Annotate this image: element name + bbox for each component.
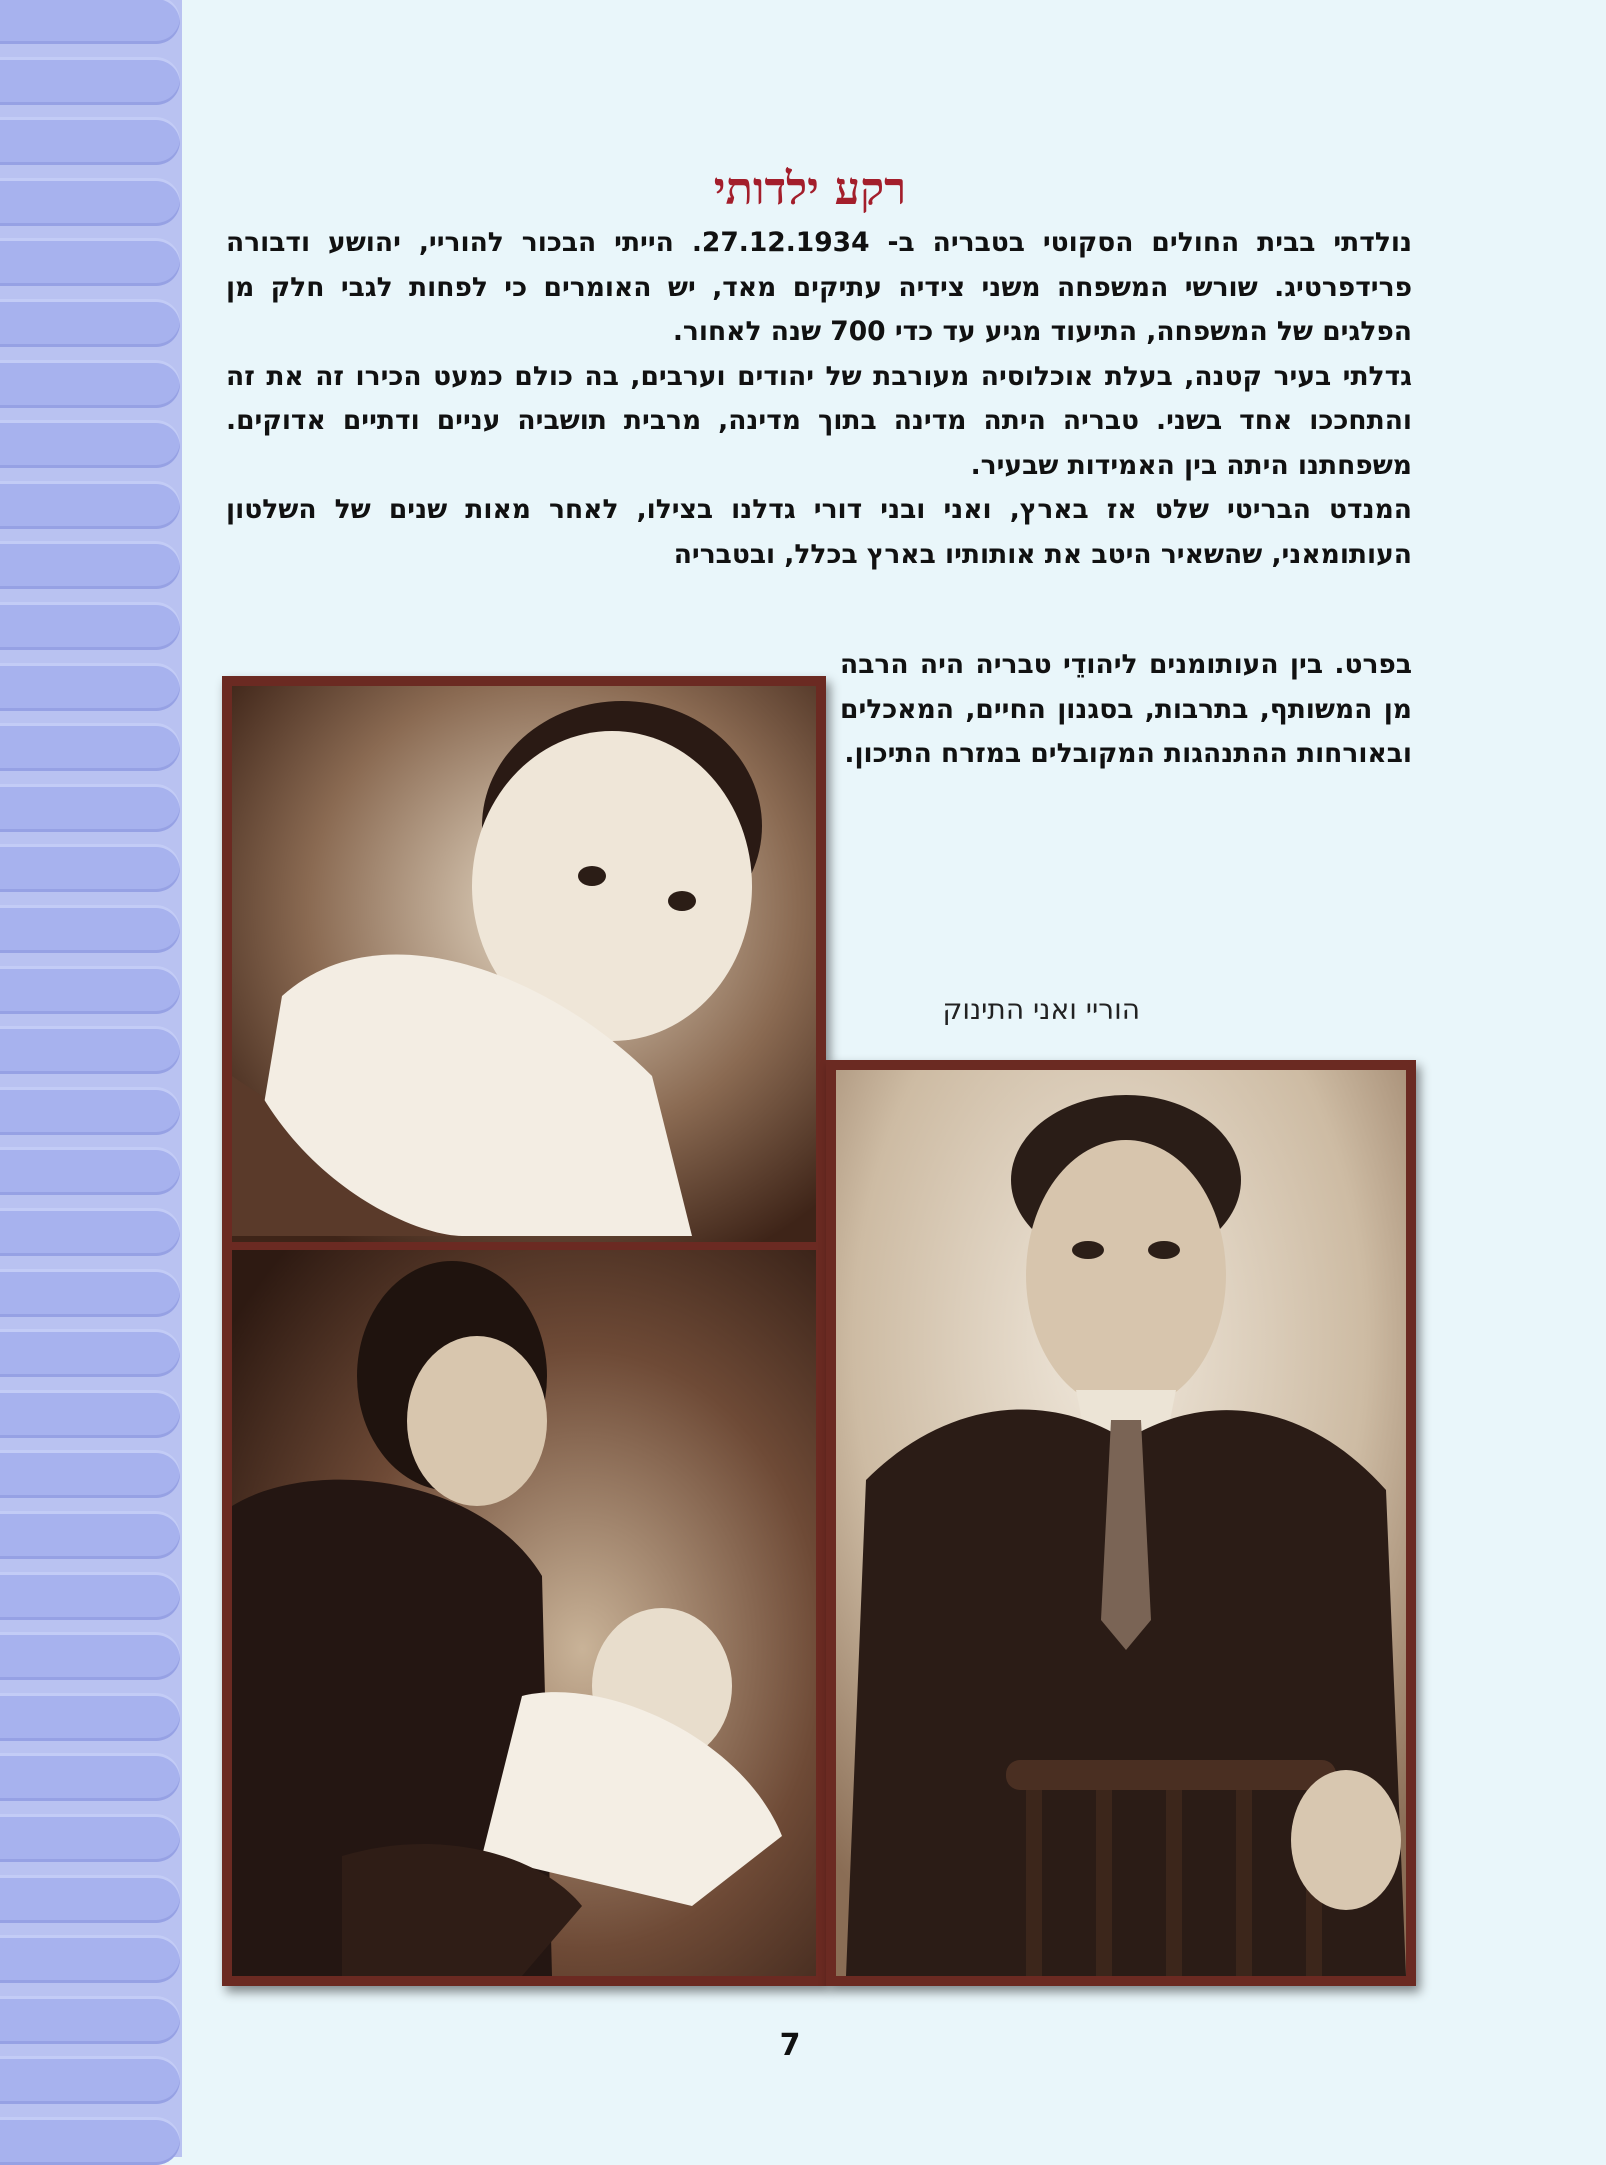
paragraph-birth: נולדתי בבית החולים הסקוטי בטבריה ב- 27.12.1934. הייתי הבכור להוריי, יהושע ודבורה פרידפרטיג. שורשי המשפחה משני צידיה עתיקים מאד, יש האומרים כי לפחות לגבי חלק מן הפלגים של המשפחה, התיעוד מגיע עד כדי 700 שנה לאחור.: [226, 227, 1412, 347]
spine-tab: [0, 1026, 180, 1074]
page-title: רקע ילדותי: [713, 162, 907, 215]
father-portrait: [826, 1060, 1416, 1986]
spine-tab: [0, 299, 180, 347]
spine-tab: [0, 1693, 180, 1741]
spine-tab: [0, 844, 180, 892]
intro-text: [226, 221, 1412, 577]
spine-tab: [0, 481, 180, 529]
spine-tab: [0, 541, 180, 589]
spine-tab: [0, 57, 180, 105]
spine-tab: [0, 1450, 180, 1498]
spine-tab: [0, 784, 180, 832]
spine-tab: [0, 1208, 180, 1256]
paragraph-mandate: המנדט הבריטי שלט אז בארץ, ואני ובני דורי גדלנו בצילו, לאחר מאות שנים של השלטון העותומאני, שהשאיר היטב את אותותיו בארץ בכלל, ובטבריה: [226, 494, 1412, 570]
spine-tab: [0, 1329, 180, 1377]
paragraph-ottoman: בפרט. בין העותומנים ליהודֵי טבריה היה הרבה מן המשותף, בתרבות, בסגנון החיים, המאכלים ובאורחות ההתנהגות המקובלים במזרח התיכון.: [840, 649, 1412, 769]
spine-tab: [0, 2117, 180, 2165]
spine-tab: [0, 1087, 180, 1135]
spine-tab: [0, 966, 180, 1014]
spine-tab: [0, 723, 180, 771]
photo-caption: הוריי ואני התינוק: [942, 993, 1140, 1026]
spine-tab: [0, 602, 180, 650]
mother-baby-photo: [232, 1250, 816, 1976]
binding-spine: [0, 0, 182, 2157]
paragraph-childhood: גדלתי בעיר קטנה, בעלת אוכלוסיה מעורבת של יהודים וערבים, בה כולם כמעט הכירו זה את זה והתחככו אחד בשני. טבריה היתה מדינה בתוך מדינה, מרבית תושביה עניים ודתיים אדוקים. משפחתנו היתה בין האמידות שבעיר.: [226, 360, 1412, 481]
photo-father: [826, 1060, 1416, 1986]
spine-tab: [0, 1511, 180, 1559]
spine-tab: [0, 1875, 180, 1923]
spine-tab: [0, 663, 180, 711]
spine-tab: [0, 0, 180, 44]
spine-tab: [0, 905, 180, 953]
spine-tab: [0, 238, 180, 286]
spine-tab: [0, 1753, 180, 1801]
spine-tab: [0, 1935, 180, 1983]
spine-tab: [0, 1996, 180, 2044]
baby-photo: [232, 686, 816, 1242]
spine-tab: [0, 1269, 180, 1317]
spine-tab: [0, 1390, 180, 1438]
spine-tab: [0, 178, 180, 226]
collage-image: [222, 676, 826, 1986]
spine-tab: [0, 117, 180, 165]
page-number: 7: [779, 2028, 801, 2063]
photo-collage-mother-baby: [222, 676, 826, 1986]
spine-tab: [0, 1147, 180, 1195]
side-text: [840, 643, 1412, 777]
spine-tab: [0, 1632, 180, 1680]
spine-tab: [0, 1572, 180, 1620]
spine-tab: [0, 1814, 180, 1862]
spine-tab: [0, 420, 180, 468]
spine-tab: [0, 2056, 180, 2104]
spine-tab: [0, 360, 180, 408]
